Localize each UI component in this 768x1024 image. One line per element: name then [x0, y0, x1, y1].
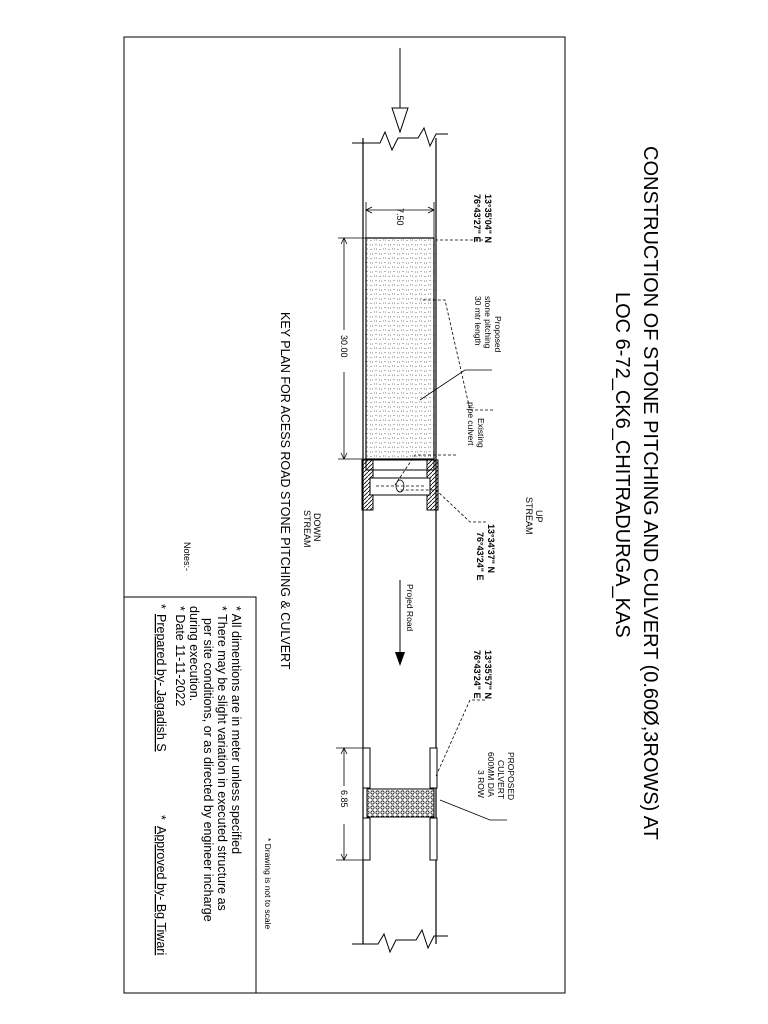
coord-1-lat: 13°35'04" N: [483, 194, 493, 244]
proposed-culvert-label-3: 600MM DIA: [486, 752, 496, 797]
title-line-1: CONSTRUCTION OF STONE PITCHING AND CULVERT (0.60Ø,3ROWS) AT: [639, 146, 661, 840]
coordinate-3: [472, 650, 493, 699]
down-stream-label-1: DOWN: [312, 513, 322, 542]
note-item-4: during execution.: [187, 606, 201, 702]
dim-pitching-length: 30.00: [339, 335, 349, 358]
up-stream-label-1: UP: [534, 510, 544, 523]
title-line-2: LOC 6-72_CK6_CHITRADURGA_KAS: [611, 292, 633, 638]
stone-pitching-label-1: Proposed: [493, 316, 503, 353]
existing-culvert-label: [466, 402, 486, 448]
flow-arrow-icon: [392, 48, 408, 132]
existing-culvert-label-2: pipe culvert: [466, 402, 476, 446]
proposed-culvert-label-4: 3 ROW: [476, 770, 486, 798]
up-stream-label: [524, 497, 544, 535]
proposed-culvert: [363, 748, 437, 860]
stone-pitching-label-3: 30 mtr length: [473, 296, 483, 346]
coord-3-lat: 13°35'57" N: [483, 650, 493, 700]
bottom-break-line: [352, 930, 448, 952]
coord-3-lon: 76°43'24" E: [472, 650, 482, 699]
notes-list: [173, 606, 243, 922]
dim-culvert-width: 6.85: [339, 790, 349, 808]
plan-title: KEY PLAN FOR ACESS ROAD STONE PITCHING & CULVERT: [278, 312, 292, 670]
not-to-scale-note: * Drawing is not to scale: [263, 838, 273, 930]
approved-by-bullet: *: [154, 815, 168, 820]
project-road-label: Projed Road: [405, 584, 415, 632]
coordinate-2: [475, 524, 496, 581]
signatures: [154, 604, 168, 955]
prepared-by-bullet: *: [154, 604, 168, 609]
stone-pitching-label-2: stone pitching: [483, 296, 493, 349]
note-item-1: * All dimentions are in meter unless specified: [229, 606, 243, 855]
note-item-3: per site conditions, or as directed by engineer incharge: [201, 618, 215, 922]
existing-culvert: [362, 460, 438, 510]
note-item-5: * Date 11-11-2022: [173, 606, 187, 707]
up-stream-label-2: STREAM: [524, 497, 534, 535]
proposed-culvert-label-1: PROPOSED: [506, 752, 516, 801]
proposed-culvert-label: [476, 752, 516, 800]
note-item-2: * There may be slight variation in executed structure as: [215, 606, 229, 911]
coord-2-lon: 76°43'24" E: [475, 532, 485, 581]
coord-1-lon: 76°43'27" E: [472, 194, 482, 243]
coordinate-1: [472, 194, 493, 243]
stone-pitching-label: [473, 296, 503, 353]
coord-2-lat: 13°34'37" N: [486, 524, 496, 574]
notes-heading: Notes:-: [182, 542, 192, 572]
down-stream-label: [302, 510, 322, 548]
stone-pitching-area: [366, 238, 434, 459]
prepared-by: Prepared by- Jagadish S: [154, 614, 168, 752]
sheet-border: [124, 37, 565, 993]
approved-by: Approved by- Bg Tiwari: [154, 826, 168, 956]
down-stream-label-2: STREAM: [302, 510, 312, 548]
existing-culvert-label-1: Existing: [476, 418, 486, 448]
proposed-culvert-label-2: CULVERT: [496, 760, 506, 799]
dim-width-top: 7.50: [395, 208, 405, 226]
project-road-arrow: [395, 580, 405, 666]
drawing-title: [611, 146, 661, 840]
